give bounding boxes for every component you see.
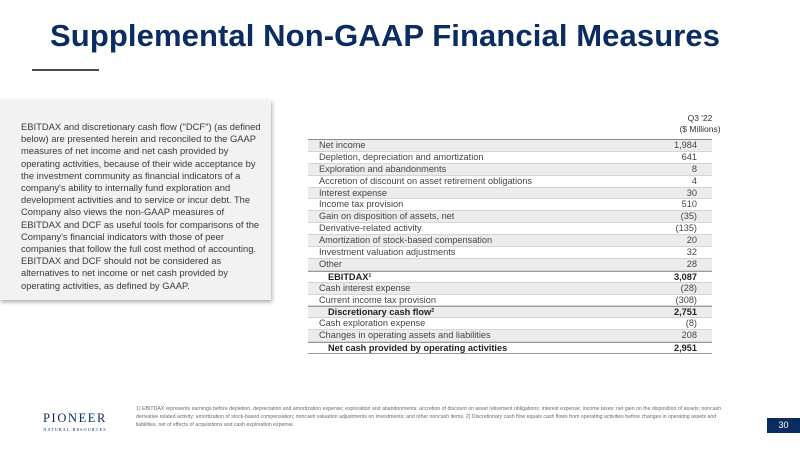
row-value: 510: [681, 199, 697, 210]
row-label: Cash exploration expense: [319, 318, 426, 329]
slide-title: Supplemental Non-GAAP Financial Measures: [50, 18, 721, 53]
row-value: (8): [685, 318, 697, 329]
column-header-period: Q3 '22: [687, 113, 713, 123]
row-label: EBITDAX¹: [328, 271, 372, 282]
row-value: 32: [686, 247, 697, 258]
logo-subtitle: NATURAL RESOURCES: [43, 427, 107, 432]
table-row-subtotal-ebitdax: [308, 271, 712, 283]
table-row: [308, 318, 712, 330]
sidebar-description: EBITDAX and discretionary cash flow ("DCF") (as defined below) are presented herein and reconciled to the GAAP measures of net income and net cash provided by operating activities, because of their wide acceptance by the investment community as financial indicators of a company's ability to internally fund exploration and development activities and to service or incur debt. The Company also views the non-GAAP measures of EBITDAX and DCF as useful tools for comparisons of the Company's financial indicators with those of peer companies that follow the full cost method of accounting. EBITDAX and DCF should not be considered as alternatives to net income or net cash provided by operating activities, as defined by GAAP.: [21, 121, 261, 291]
page-number-badge: 30: [767, 418, 800, 433]
row-label: Interest expense: [319, 187, 387, 198]
row-label: Current income tax provision: [319, 294, 436, 305]
row-value: 4: [691, 175, 697, 186]
table-row-subtotal-dcf: [308, 306, 712, 318]
row-value: 3,087: [674, 271, 697, 282]
row-label: Investment valuation adjustments: [319, 247, 456, 258]
table-row: [308, 152, 712, 164]
row-label: Depletion, depreciation and amortization: [319, 151, 484, 162]
row-value: 1,984: [674, 140, 697, 150]
table-row: [308, 247, 712, 259]
row-value: 20: [686, 235, 697, 246]
table-row-total: [308, 342, 712, 354]
row-label: Net cash provided by operating activities: [328, 343, 508, 354]
reconciliation-table: [308, 139, 712, 354]
table-row: [308, 223, 712, 235]
row-label: Derivative-related activity: [319, 223, 422, 234]
table-row: [308, 259, 712, 271]
pioneer-logo: [34, 411, 116, 432]
row-label: Gain on disposition of assets, net: [319, 211, 455, 222]
row-value: 2,951: [674, 343, 697, 354]
column-header: [600, 113, 800, 135]
table-row: [308, 176, 712, 188]
table-row: [308, 235, 712, 247]
title-underline: [32, 69, 99, 71]
table-row: [308, 211, 712, 223]
row-value: 8: [691, 163, 697, 174]
table-row: [308, 295, 712, 307]
row-value: (135): [675, 223, 697, 234]
row-label: Discretionary cash flow²: [328, 307, 435, 318]
row-value: (308): [675, 294, 697, 305]
column-header-units: ($ Millions): [679, 124, 721, 134]
table-row: [308, 330, 712, 342]
table-row: [308, 283, 712, 295]
table-row: [308, 199, 712, 211]
table-row: [308, 188, 712, 200]
row-label: Net income: [319, 140, 366, 150]
table-row: [308, 140, 712, 152]
row-value: (28): [680, 282, 697, 293]
row-label: Accretion of discount on asset retirement obligations: [319, 175, 532, 186]
logo-wordmark: PIONEER: [43, 411, 107, 425]
row-value: 208: [681, 330, 697, 341]
row-label: Other: [319, 258, 342, 269]
row-value: 641: [681, 151, 697, 162]
row-value: (35): [680, 211, 697, 222]
row-label: Cash interest expense: [319, 282, 411, 293]
row-label: Changes in operating assets and liabilities: [319, 330, 491, 341]
row-value: 30: [686, 187, 697, 198]
footnote: 1) EBITDAX represents earnings before depletion, depreciation and amortization expense; exploration and abandonments; accretion of discount on asset retirement obligations; interest expense; income taxes; net gain on the disposition of assets; noncash derivative related activity; amortization of stock-based compensation; noncash valuation adjustments on investments; and other noncash items. 2) Discretionary cash flow equals cash flows from operating activities before changes in operating assets and liabilities, net of effects of acquisitions and cash exploration expense.: [136, 406, 722, 428]
row-label: Amortization of stock-based compensation: [319, 235, 493, 246]
row-value: 28: [686, 258, 697, 269]
row-label: Income tax provision: [319, 199, 404, 210]
table-row: [308, 164, 712, 176]
row-value: 2,751: [674, 307, 697, 318]
row-label: Exploration and abandonments: [319, 163, 447, 174]
